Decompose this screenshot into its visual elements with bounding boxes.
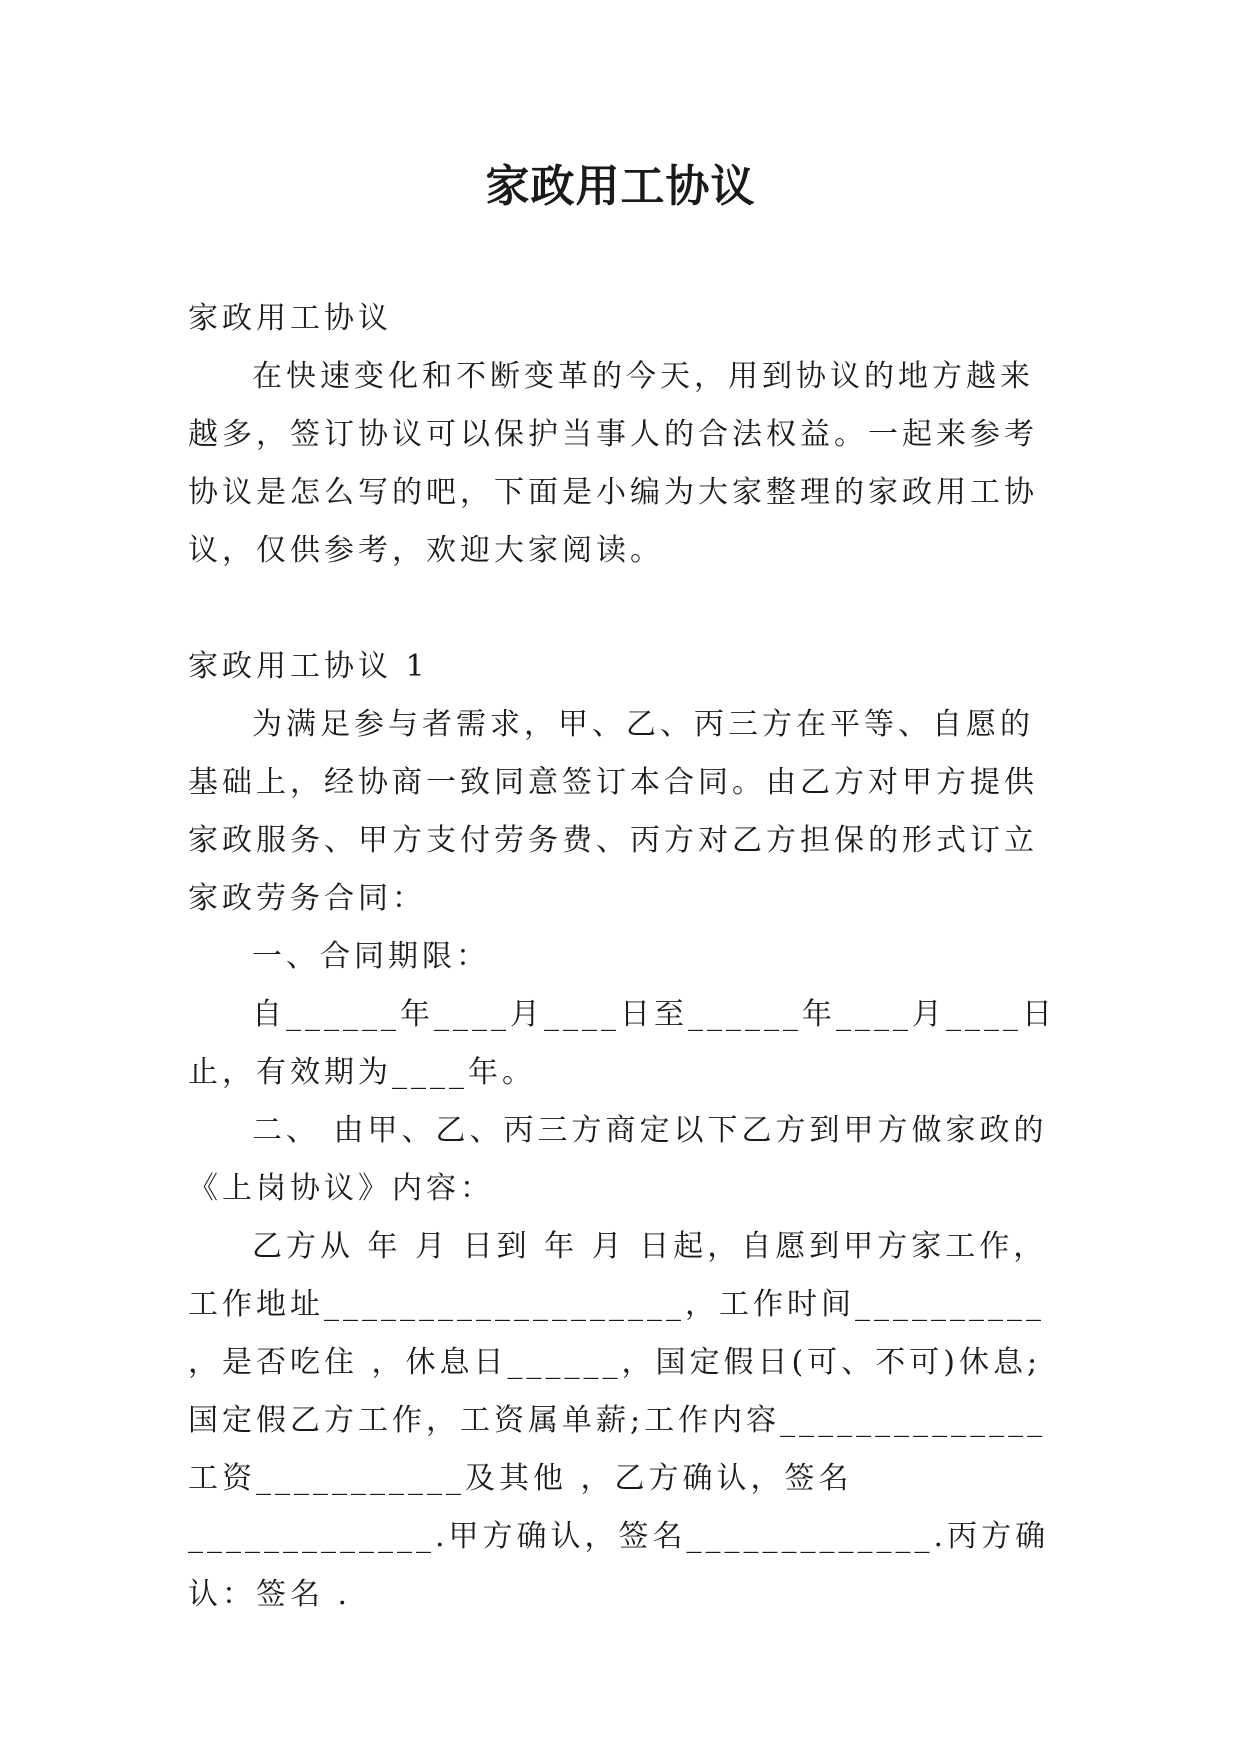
- document-title: 家政用工协议: [485, 161, 756, 212]
- preamble-paragraph: 为满足参与者需求，甲、乙、丙三方在平等、自愿的基础上，经协商一致同意签订本合同。由乙方对甲方提供家政服务、甲方支付劳务费、丙方对乙方担保的形式订立家政劳务合同：: [188, 707, 1038, 916]
- intro-paragraph: 在快速变化和不断变革的今天，用到协议的地方越来越多，签订协议可以保护当事人的合法权益。一起来参考协议是怎么写的吧，下面是小编为大家整理的家政用工协议，仅供参考，欢迎大家阅读。: [188, 359, 1038, 568]
- clause-heading-2: 二、 由甲、乙、丙三方商定以下乙方到甲方做家政的《上岗协议》内容：: [188, 1113, 1048, 1206]
- document-body: [188, 290, 1056, 1624]
- term-paragraph: 自______年____月____日至______年____月____日止，有效期为____年。: [188, 997, 1056, 1090]
- spacer: [188, 580, 1056, 638]
- subtitle: 家政用工协议: [188, 301, 392, 336]
- work-details-paragraph: 乙方从 年 月 日到 年 月 日起，自愿到甲方家工作，工作地址___________________，工作时间__________ ，是否吃住 ，休息日______，国定假日(可、不可)休息;国定假乙方工作，工资属单薪;工作内容______________ 工资___________及其他 ，乙方确认，签名_____________.甲方确认，签名_____________.丙方确认：签名 .: [188, 1229, 1050, 1612]
- clause-heading-1: 一、合同期限：: [252, 939, 490, 974]
- section-heading: 家政用工协议 1: [188, 649, 429, 684]
